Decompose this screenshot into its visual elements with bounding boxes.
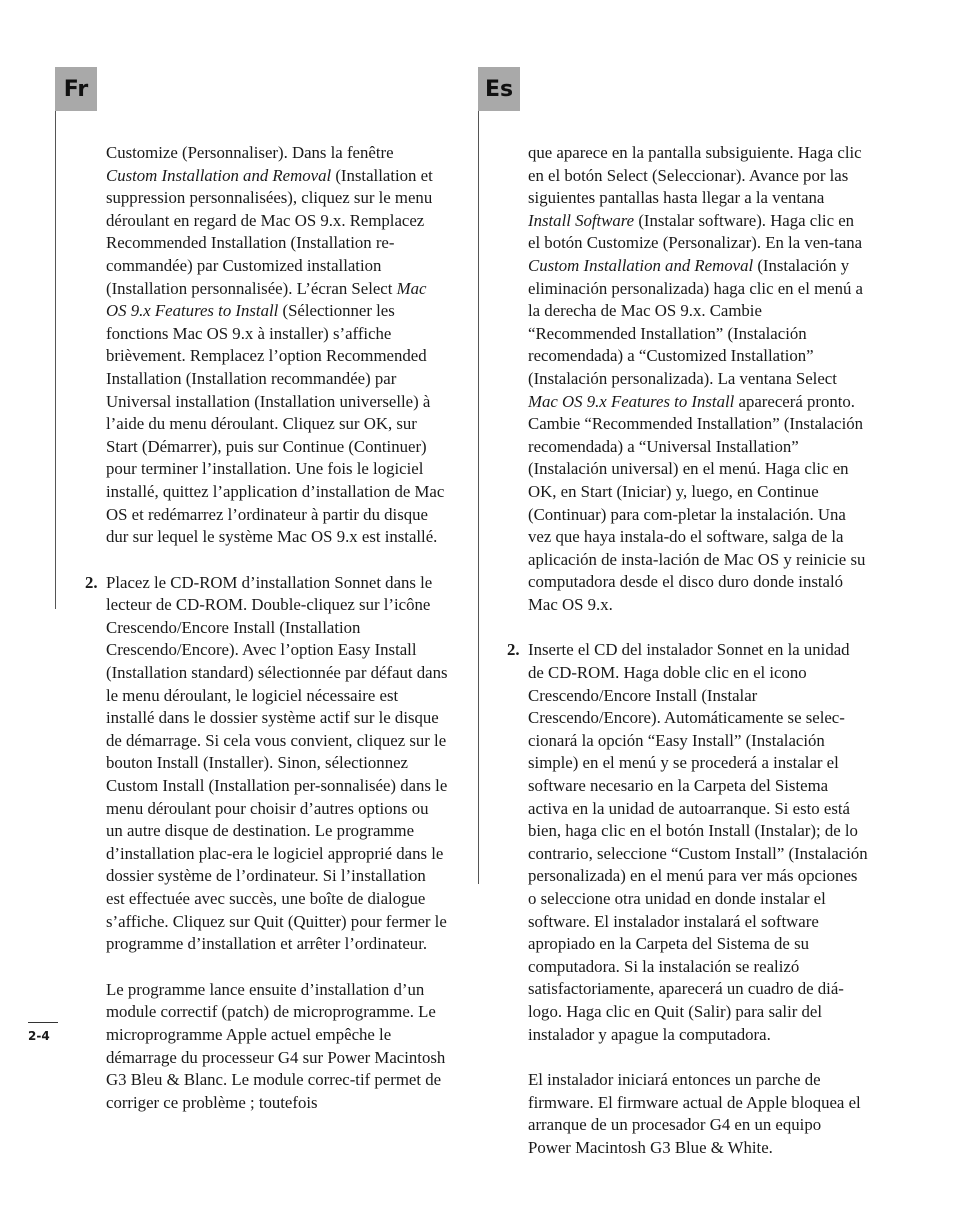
french-paragraph-continuation <box>106 142 448 549</box>
window-title-italic: Custom Installation and Removal <box>106 165 332 185</box>
french-column <box>85 142 448 1114</box>
text-run: (Installation et suppression personnalisées), cliquez sur le menu déroulant en regard de Mac OS 9.x. Remplacez Recommended Installation (Installation re-commandée) par Customized installation (Installation personnalisée). L’écran Select <box>106 165 433 298</box>
page-number: 2-4 <box>28 1029 50 1043</box>
french-step-2 <box>85 572 448 956</box>
text-run: aparecerá pronto. Cambie “Recommended Installation” (Instalación recomendada) a “Universal Installation” (Instalación universal) en el menú. Haga clic en OK, en Start (Iniciar) y, luego, en Continue (Continuar) para com-pletar la instalación. Una vez que haya instala-do el software, salga de la aplicación de insta-lación de Mac OS y reinicie su computadora desde el disco duro donde instaló Mac OS 9.x. <box>528 391 866 614</box>
language-tab-spanish: Es <box>478 67 520 111</box>
step-number: 2. <box>85 572 98 592</box>
text-run: que aparece en la pantalla subsiguiente. Haga clic en el botón Select (Seleccionar). Avance por las siguientes pantallas hasta llegar a la ventana <box>528 143 862 208</box>
spanish-paragraph-continuation <box>528 142 868 616</box>
window-title-italic: Custom Installation and Removal <box>528 255 754 275</box>
step-number: 2. <box>507 640 520 660</box>
window-title-italic: Mac OS 9.x Features to Install <box>528 391 735 411</box>
spanish-column <box>507 142 868 1160</box>
french-firmware-paragraph: Le programme lance ensuite d’installation d’un module correctif (patch) de microprogramme. Le microprogramme Apple actuel empêche le démarrage du processeur G4 sur Power Macintosh G3 Bleu & Blanc. Le module correc-tif permet de corriger ce problème ; toutefois <box>106 979 446 1112</box>
page-number-rule <box>28 1022 58 1023</box>
spanish-firmware-paragraph: El instalador iniciará entonces un parche de firmware. El firmware actual de Apple bloquea el arranque de un procesador G4 en un equipo Power Macintosh G3 Blue & White. <box>528 1070 861 1157</box>
text-run: Customize (Personnaliser). Dans la fenêtre <box>106 143 394 162</box>
left-margin-rule <box>55 111 56 609</box>
window-title-italic: Mac OS 9.x Features to Install <box>106 278 427 321</box>
french-step-2-text: Placez le CD-ROM d’installation Sonnet dans le lecteur de CD-ROM. Double-cliquez sur l’icône Crescendo/Encore Install (Installation Crescendo/Encore). Avec l’option Easy Install (Installation standard) sélectionnée par défaut dans le menu déroulant, le logiciel nécessaire est installé dans le dossier système actif sur le disque de démarrage. Si cela vous convient, cliquez sur le bouton Install (Installer). Sinon, sélectionnez Custom Install (Installation per-sonnalisée) dans le menu déroulant pour choisir d’autres options ou un autre disque de destination. Le programme d’installation plac-era le logiciel approprié dans le dossier système de l’ordinateur. Si l’installation est effectuée avec succès, une boîte de dialogue s’affiche. Cliquez sur Quit (Quitter) pour fermer le programme d’installation et arrêter l’ordinateur. <box>106 572 448 954</box>
language-tab-french: Fr <box>55 67 97 111</box>
spanish-step-2-text: Inserte el CD del instalador Sonnet en la unidad de CD-ROM. Haga doble clic en el icono Crescendo/Encore Install (Instalar Crescendo/Encore). Automáticamente se selec-cionará la opción “Easy Install” (Instalación simple) en el menú y se procederá a instalar el software necesario en la Carpeta del Sistema activa en la unidad de autoarranque. Si esto está bien, haga clic en el botón Install (Instalar); de lo contrario, seleccione “Custom Install” (Instalación personalizada) en el menú para ver más opciones o seleccione otra unidad en donde instalar el software. El instalador instalará el software apropiado en la Carpeta del Sistema de su computadora. Si la instalación se realizó satisfactoriamente, aparecerá un cuadro de diá-logo. Haga clic en Quit (Salir) para salir del instalador y apague la computadora. <box>528 640 868 1044</box>
right-margin-rule <box>478 111 479 884</box>
window-title-italic: Install Software <box>528 210 635 230</box>
text-run: (Sélectionner les fonctions Mac OS 9.x à installer) s’affiche brièvement. Remplacez l’option Recommended Installation (Installation recommandée) par Universal installation (Installation universelle) à l’aide du menu déroulant. Cliquez sur OK, sur Start (Démarrer), puis sur Continue (Continuer) pour terminer l’installation. Une fois le logiciel installé, quittez l’application d’installation de Mac OS et redémarrez l’ordinateur à partir du disque dur sur lequel le système Mac OS 9.x est installé. <box>106 301 445 547</box>
text-run: (Instalar software). Haga clic en el botón Customize (Personalizar). En la ven-tana <box>528 210 863 253</box>
text-run: (Instalación y eliminación personalizada) haga clic en el menú a la derecha de Mac OS 9.x. Cambie “Recommended Installation” (Instalación recomendada) a “Customized Installation” (Instalación personalizada). La ventana Select <box>528 255 864 388</box>
spanish-step-2 <box>507 639 868 1046</box>
